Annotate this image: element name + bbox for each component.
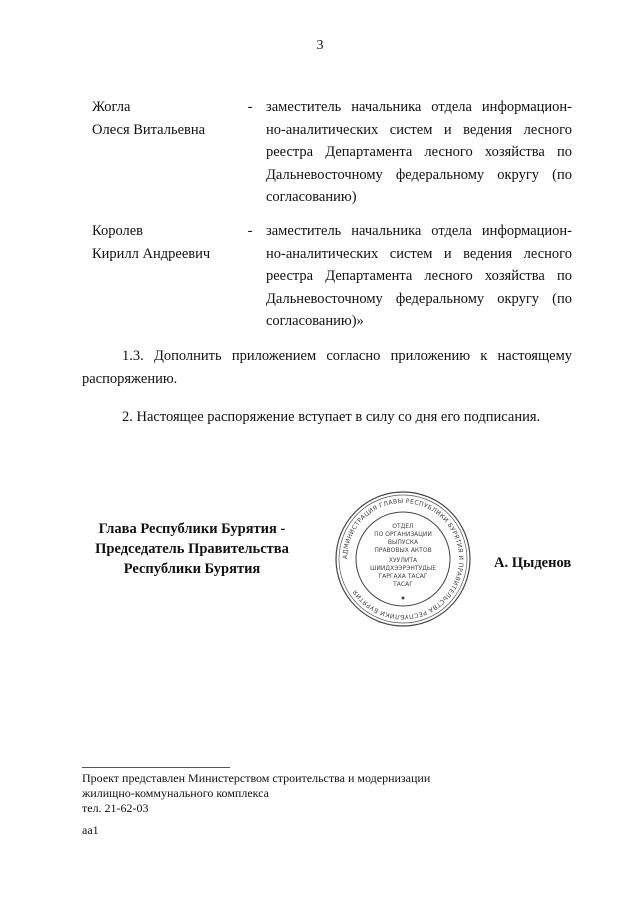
role-line: согласованию) (266, 189, 357, 205)
member-name (92, 220, 242, 265)
signatory-title (82, 519, 302, 579)
paragraph-2 (82, 406, 572, 429)
dash-separator: - (247, 223, 253, 239)
official-seal-stamp (334, 490, 472, 628)
dash-separator: - (247, 99, 253, 115)
svg-text:АДМИНИСТРАЦИЯ ГЛАВЫ РЕСПУБЛИКИ: АДМИНИСТРАЦИЯ ГЛАВЫ РЕСПУБЛИКИ БУРЯТИЯ И ПРАВИТЕЛЬСТВА РЕСПУБЛИКИ БУРЯТИЯ (341, 497, 465, 621)
svg-text:ГАРГАХА ТАСАГ: ГАРГАХА ТАСАГ (378, 573, 428, 580)
role-line: реестра Департамента лесного хозяйства по (266, 268, 572, 284)
role-line: но-аналитических систем и ведения лесного (266, 245, 572, 262)
signatory-title-line: Председатель Правительства (95, 541, 289, 557)
paragraph-line: 2. Настоящее распоряжение вступает в силу со дня его подписания. (122, 409, 541, 425)
paragraph-line: распоряжению. (82, 370, 178, 387)
footer-divider (82, 767, 230, 768)
member-name (92, 96, 242, 141)
footer-line: жилищно-коммунального комплекса (82, 786, 269, 800)
signatory-title-line: Республики Бурятия (123, 561, 261, 577)
signatory-title-line: Глава Республики Бурятия - (98, 521, 286, 537)
document-code: aa1 (82, 823, 99, 837)
footer-note (82, 771, 430, 816)
paragraph-line: 1.3. Дополнить приложением согласно приложению к настоящему (122, 348, 572, 364)
svg-text:ПО ОРГАНИЗАЦИИ: ПО ОРГАНИЗАЦИИ (374, 531, 432, 538)
member-given-name: Кирилл Андреевич (92, 245, 211, 262)
paragraph-1-3 (82, 345, 572, 390)
role-line: заместитель начальника отдела информацион- (266, 99, 572, 115)
footer-line: тел. 21-62-03 (82, 801, 149, 815)
member-given-name: Олеся Витальевна (92, 121, 206, 138)
svg-text:ПРАВОВЫХ АКТОВ: ПРАВОВЫХ АКТОВ (374, 547, 432, 554)
svg-text:ХУУЛИТА: ХУУЛИТА (388, 557, 418, 564)
role-line: но-аналитических систем и ведения лесного (266, 121, 572, 138)
svg-text:ШИИДХЭЭРЭНТУДЫЕ: ШИИДХЭЭРЭНТУДЫЕ (370, 565, 436, 572)
member-surname: Королев (92, 223, 144, 239)
page-number: 3 (316, 38, 324, 53)
footer-line: Проект представлен Министерством строительства и модернизации (82, 771, 431, 785)
member-role (266, 96, 572, 209)
role-line: согласованию)» (266, 313, 364, 329)
svg-text:ВЫПУСКА: ВЫПУСКА (387, 539, 419, 546)
role-line: реестра Департамента лесного хозяйства по (266, 144, 572, 160)
svg-text:ТАСАГ: ТАСАГ (393, 581, 413, 588)
role-line: Дальневосточному федеральному округу (по (266, 290, 572, 307)
svg-text:ОТДЕЛ: ОТДЕЛ (392, 523, 414, 530)
role-line: заместитель начальника отдела информацион- (266, 223, 572, 239)
signatory-name: А. Цыденов (494, 555, 572, 571)
role-line: Дальневосточному федеральному округу (по (266, 166, 572, 183)
member-role (266, 220, 572, 333)
member-surname: Жогла (92, 99, 131, 115)
